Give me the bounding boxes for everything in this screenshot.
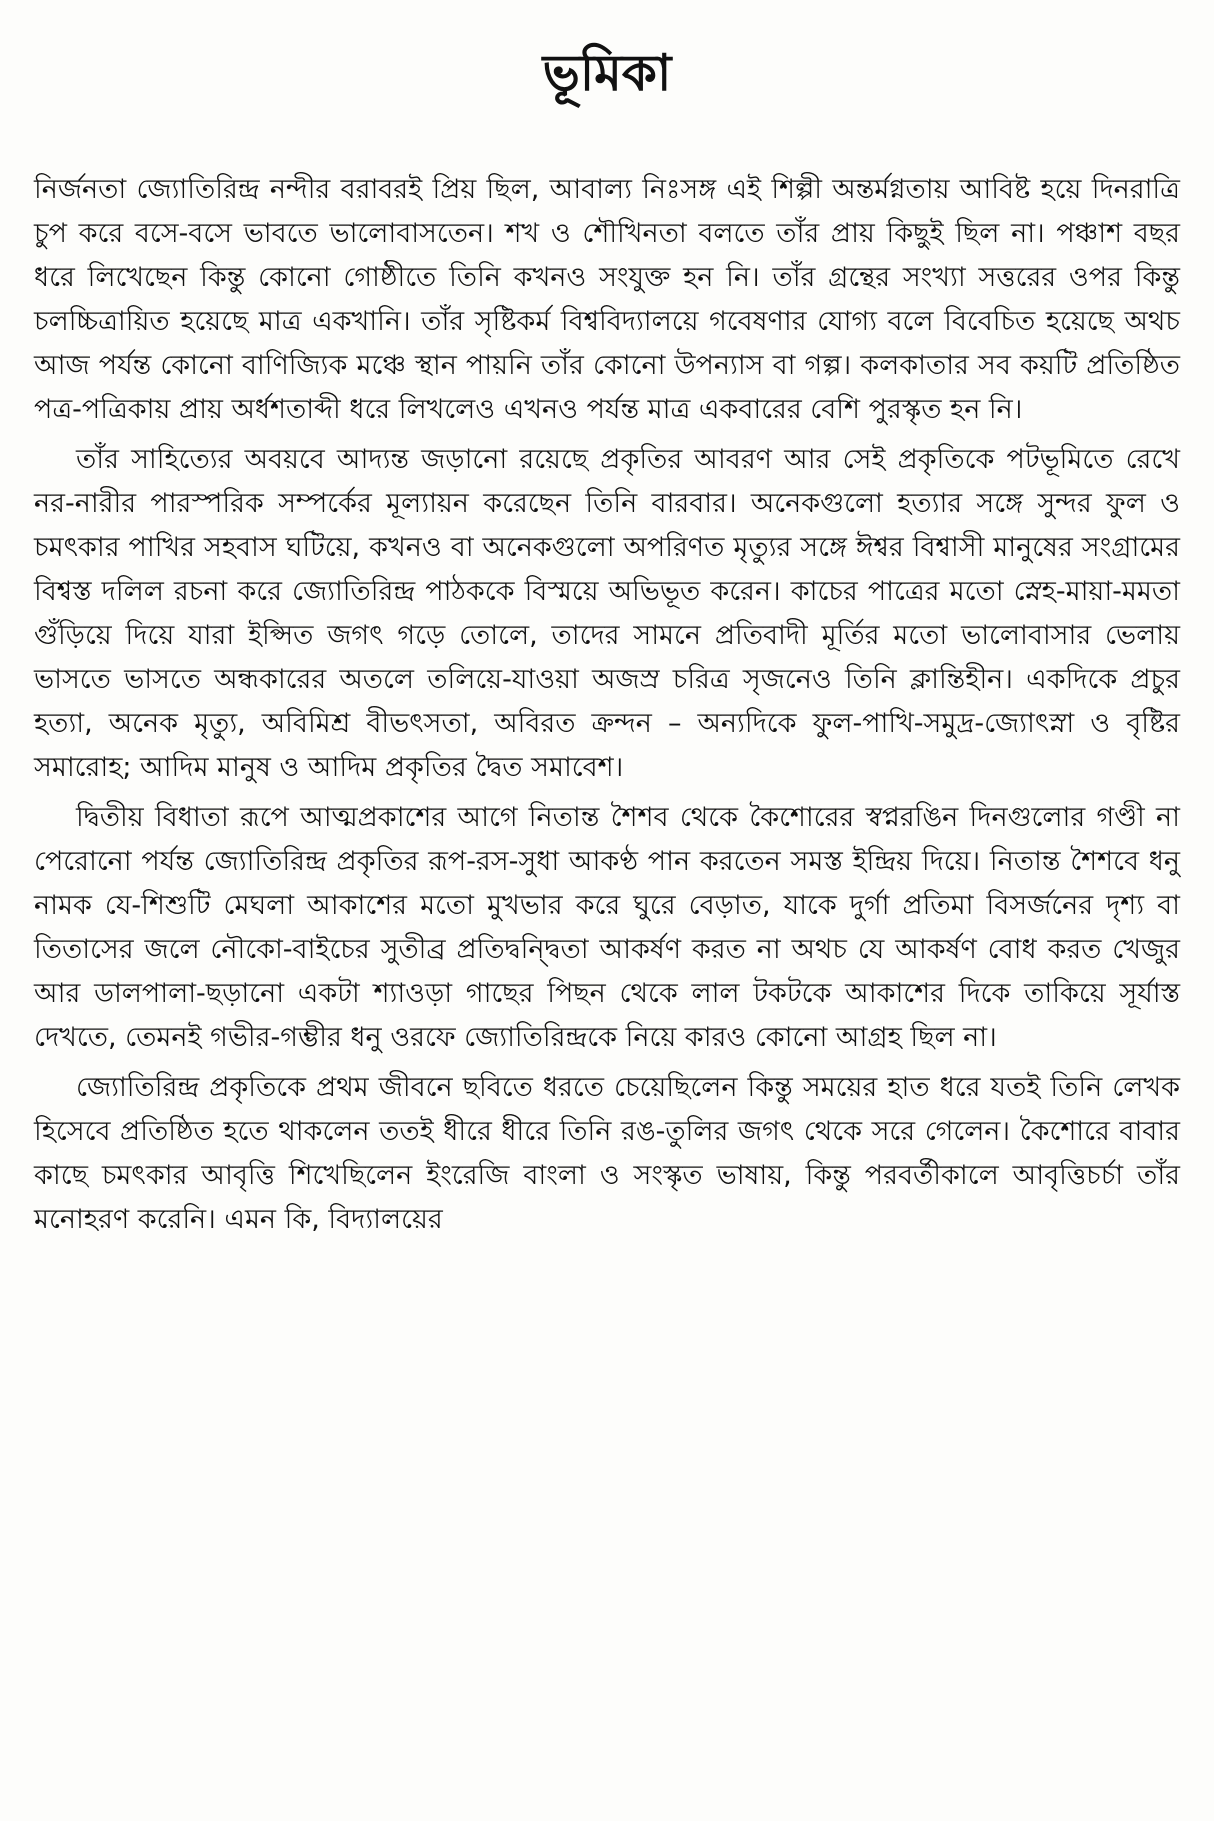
paragraph-4: জ্যোতিরিন্দ্র প্রকৃতিকে প্রথম জীবনে ছবিতে ধরতে চেয়েছিলেন কিন্তু সময়ের হাত ধরে যতই তিনি লেখক হিসেবে প্রতিষ্ঠিত হতে থাকলেন ততই ধীরে ধীরে তিনি রঙ-তুলির জগৎ থেকে সরে গেলেন। কৈশোরে বাবার কাছে চমৎকার আবৃত্তি শিখেছিলেন ইংরেজি বাংলা ও সংস্কৃত ভাষায়, কিন্তু পরবর্তীকালে আবৃত্তিচর্চা তাঁর মনোহরণ করেনি। এমন কি, বিদ্যালয়ের	[34, 1072, 1180, 1235]
paragraph-1: নির্জনতা জ্যোতিরিন্দ্র নন্দীর বরাবরই প্রিয় ছিল, আবাল্য নিঃসঙ্গ এই শিল্পী অন্তর্মগ্নতায় আবিষ্ট হয়ে দিনরাত্রি চুপ করে বসে-বসে ভাবতে ভালোবাসতেন। শখ ও শৌখিনতা বলতে তাঁর প্রায় কিছুই ছিল না। পঞ্চাশ বছর ধরে লিখেছেন কিন্তু কোনো গোষ্ঠীতে তিনি কখনও সংযুক্ত হন নি। তাঁর গ্রন্থের সংখ্যা সত্তরের ওপর কিন্তু চলচ্চিত্রায়িত হয়েছে মাত্র একখানি। তাঁর সৃষ্টিকর্ম বিশ্ববিদ্যালয়ে গবেষণার যোগ্য বলে বিবেচিত হয়েছে অথচ আজ পর্যন্ত কোনো বাণিজ্যিক মঞ্চে স্থান পায়নি তাঁর কোনো উপন্যাস বা গল্প। কলকাতার সব কয়টি প্রতিষ্ঠিত পত্র-পত্রিকায় প্রায় অর্ধশতাব্দী ধরে লিখলেও এখনও পর্যন্ত মাত্র একবারের বেশি পুরস্কৃত হন নি।	[34, 174, 1180, 425]
paragraph-3: দ্বিতীয় বিধাতা রূপে আত্মপ্রকাশের আগে নিতান্ত শৈশব থেকে কৈশোরের স্বপ্নরঙিন দিনগুলোর গণ্ডী না পেরোনো পর্যন্ত জ্যোতিরিন্দ্র প্রকৃতির রূপ-রস-সুধা আকণ্ঠ পান করতেন সমস্ত ইন্দ্রিয় দিয়ে। নিতান্ত শৈশবে ধনু নামক যে-শিশুটি মেঘলা আকাশের মতো মুখভার করে ঘুরে বেড়াত, যাকে দুর্গা প্রতিমা বিসর্জনের দৃশ্য বা তিতাসের জলে নৌকো-বাইচের সুতীব্র প্রতিদ্বন্দ্বিতা আকর্ষণ করত না অথচ যে আকর্ষণ বোধ করত খেজুর আর ডালপালা-ছড়ানো একটা শ্যাওড়া গাছের পিছন থেকে লাল টকটকে আকাশের দিকে তাকিয়ে সূর্যাস্ত দেখতে, তেমনই গভীর-গম্ভীর ধনু ওরফে জ্যোতিরিন্দ্রকে নিয়ে কারও কোনো আগ্রহ ছিল না।	[34, 802, 1180, 1053]
body-text	[34, 168, 1180, 1248]
paragraph-2: তাঁর সাহিত্যের অবয়বে আদ্যন্ত জড়ানো রয়েছে প্রকৃতির আবরণ আর সেই প্রকৃতিকে পটভূমিতে রেখে নর-নারীর পারস্পরিক সম্পর্কের মূল্যায়ন করেছেন তিনি বারবার। অনেকগুলো হত্যার সঙ্গে সুন্দর ফুল ও চমৎকার পাখির সহবাস ঘটিয়ে, কখনও বা অনেকগুলো অপরিণত মৃত্যুর সঙ্গে ঈশ্বর বিশ্বাসী মানুষের সংগ্রামের বিশ্বস্ত দলিল রচনা করে জ্যোতিরিন্দ্র পাঠককে বিস্ময়ে অভিভূত করেন। কাচের পাত্রের মতো স্নেহ-মায়া-মমতা গুঁড়িয়ে দিয়ে যারা ইপ্সিত জগৎ গড়ে তোলে, তাদের সামনে প্রতিবাদী মূর্তির মতো ভালোবাসার ভেলায় ভাসতে ভাসতে অন্ধকারের অতলে তলিয়ে-যাওয়া অজস্র চরিত্র সৃজনেও তিনি ক্লান্তিহীন। একদিকে প্রচুর হত্যা, অনেক মৃত্যু, অবিমিশ্র বীভৎসতা, অবিরত ক্রন্দন – অন্যদিকে ফুল-পাখি-সমুদ্র-জ্যোৎস্না ও বৃষ্টির সমারোহ; আদিম মানুষ ও আদিম প্রকৃতির দ্বৈত সমাবেশ।	[34, 444, 1180, 783]
page-title: ভূমিকা	[542, 44, 672, 102]
